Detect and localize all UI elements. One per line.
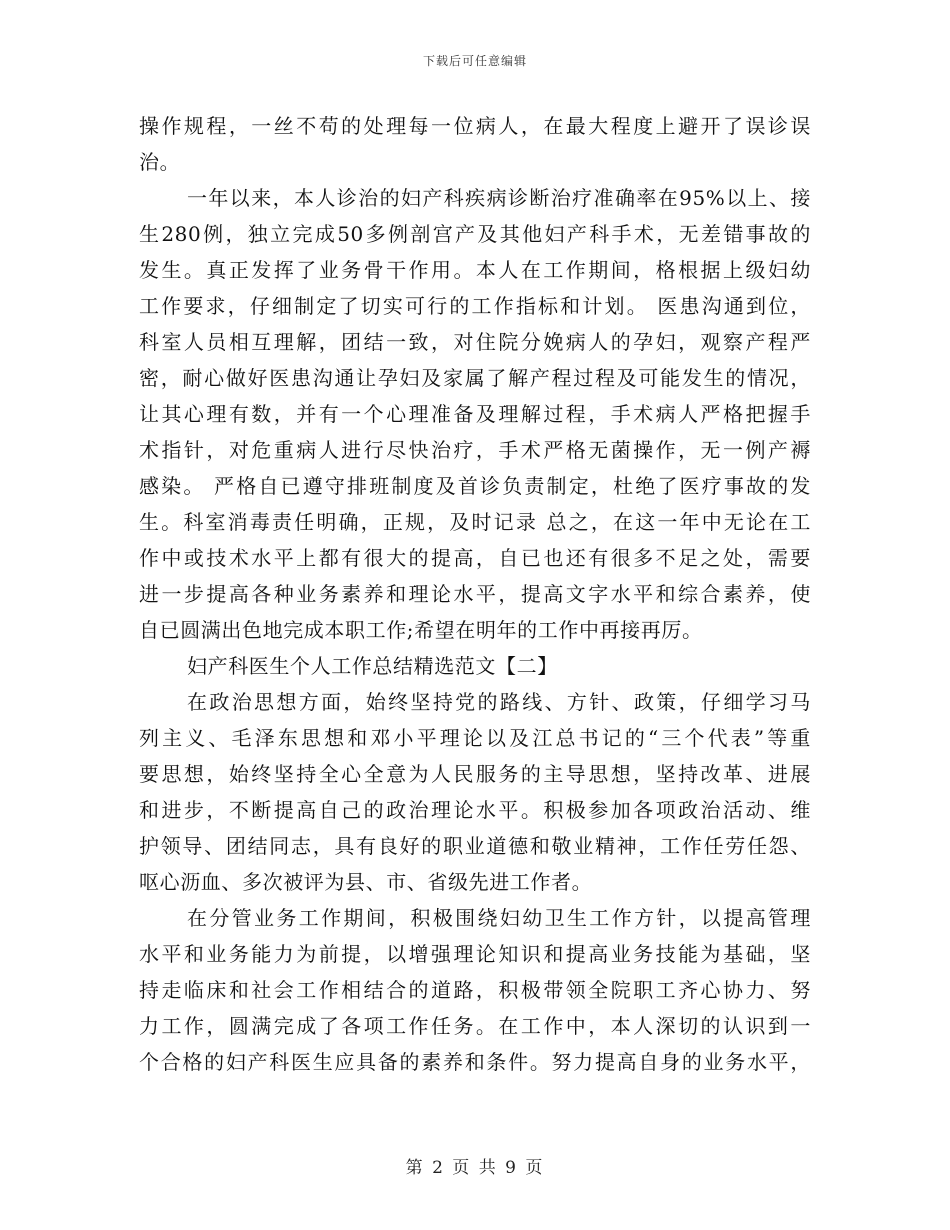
text-line: 护领导、团结同志，具有良好的职业道德和敬业精神，工作任劳任怨、 [139,834,811,858]
text-line: 水平和业务能力为前提，以增强理论知识和提高业务技能为基础，坚 [139,942,811,966]
document-body [139,108,811,1080]
text-line: 让其心理有数，并有一个心理准备及理解过程，手术病人严格把握手 [139,402,811,426]
text-line: 和进步，不断提高自己的政治理论水平。积极参加各项政治活动、维 [139,798,811,822]
text-line: 治。 [139,150,181,174]
text-line: 工作要求，仔细制定了切实可行的工作指标和计划。 医患沟通到位， [139,294,811,318]
text-line: 感染。 严格自已遵守排班制度及首诊负责制定，杜绝了医疗事故的发 [139,474,811,498]
text-line: 操作规程，一丝不苟的处理每一位病人，在最大程度上避开了误诊误 [139,114,811,138]
page-footer: 第 2 页 共 9 页 [405,1158,545,1178]
text-line: 密，耐心做好医患沟通让孕妇及家属了解产程过程及可能发生的情况， [139,366,811,390]
text-line: 作中或技术水平上都有很大的提高，自已也还有很多不足之处，需要 [139,546,811,570]
text-line: 在分管业务工作期间，积极围绕妇幼卫生工作方针，以提高管理 [187,906,811,930]
text-line: 进一步提高各种业务素养和理论水平，提高文字水平和综合素养，使 [139,582,811,606]
text-line: 要思想，始终坚持全心全意为人民服务的主导思想，坚持改革、进展 [139,762,811,786]
text-line: 术指针，对危重病人进行尽快治疗，手术严格无菌操作，无一例产褥 [139,438,811,462]
page-header: 下载后可任意编辑 [422,54,527,68]
text-line: 一年以来，本人诊治的妇产科疾病诊断治疗准确率在95%以上、接 [187,186,811,210]
text-line: 生280例，独立完成50多例剖宫产及其他妇产科手术，无差错事故的 [139,222,811,246]
text-line: 自已圆满出色地完成本职工作;希望在明年的工作中再接再厉。 [139,618,703,642]
text-line: 呕心沥血、多次被评为县、市、省级先进工作者。 [139,870,593,894]
text-line: 持走临床和社会工作相结合的道路，积极带领全院职工齐心协力、努 [139,978,811,1002]
text-line: 发生。真正发挥了业务骨干作用。本人在工作期间，格根据上级妇幼 [139,258,811,282]
text-line: 科室人员相互理解，团结一致，对住院分娩病人的孕妇，观察产程严 [139,330,811,354]
text-line: 力工作，圆满完成了各项工作任务。在工作中，本人深切的认识到一 [139,1014,811,1038]
text-line: 妇产科医生个人工作总结精选范文【二】 [187,654,558,678]
text-line: 生。科室消毒责任明确，正规，及时记录 总之，在这一年中无论在工 [139,510,811,534]
text-line: 在政治思想方面，始终坚持党的路线、方针、政策，仔细学习马 [187,690,811,714]
text-line: 个合格的妇产科医生应具备的素养和条件。努力提高自身的业务水平， [139,1050,811,1074]
text-line: 列主义、毛泽东思想和邓小平理论以及江总书记的“三个代表”等重 [139,726,811,750]
